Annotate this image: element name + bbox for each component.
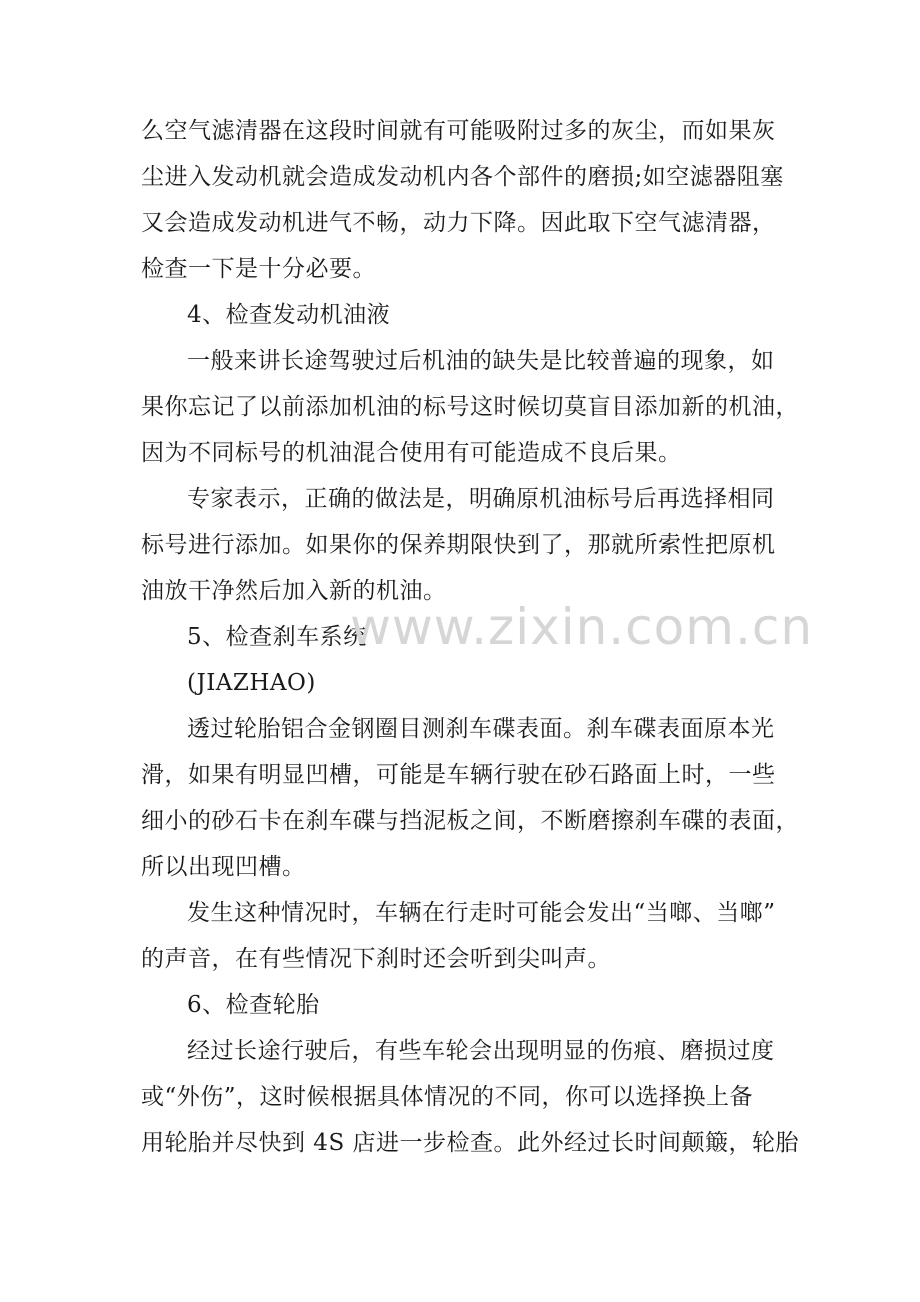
text-line: 滑，如果有明显凹槽，可能是车辆行驶在砂石路面上时，一些 <box>141 762 776 788</box>
text-line: 一般来讲长途驾驶过后机油的缺失是比较普遍的现象，如 <box>187 348 775 374</box>
text-line: 的声音，在有些情况下刹时还会听到尖叫声。 <box>141 946 611 972</box>
text-line: 标号进行添加。如果你的保养期限快到了，那就所索性把原机 <box>141 532 776 558</box>
text-line: 因为不同标号的机油混合使用有可能造成不良后果。 <box>141 440 682 466</box>
text-line: 细小的砂石卡在刹车碟与挡泥板之间，不断磨擦刹车碟的表面， <box>141 808 799 834</box>
text-line: 发生这种情况时，车辆在行走时可能会发出“当啷、当啷” <box>187 900 776 926</box>
text-line: 或“外伤”，这时候根据具体情况的不同，你可以选择换上备 <box>141 1084 754 1110</box>
text-line: 检查一下是十分必要。 <box>141 256 376 282</box>
text-line: 用轮胎并尽快到 4S 店进一步检查。此外经过长时间颠簸，轮胎 <box>141 1130 800 1156</box>
text-line: 4、检查发动机油液 <box>187 302 391 328</box>
text-line: 果你忘记了以前添加机油的标号这时候切莫盲目添加新的机油， <box>141 394 799 420</box>
text-line: 么空气滤清器在这段时间就有可能吸附过多的灰尘，而如果灰 <box>141 118 776 144</box>
text-line: 6、检查轮胎 <box>187 992 320 1018</box>
text-line: 5、检查刹车系统 <box>187 624 367 650</box>
text-line: 专家表示，正确的做法是，明确原机油标号后再选择相同 <box>187 486 775 512</box>
text-line: 所以出现凹槽。 <box>141 854 306 880</box>
watermark: www.zixin.com.cn <box>350 598 814 656</box>
text-line: 尘进入发动机就会造成发动机内各个部件的磨损;如空滤器阻塞 <box>141 164 784 190</box>
text-line: (JIAZHAO) <box>187 670 316 696</box>
text-line: 又会造成发动机进气不畅，动力下降。因此取下空气滤清器， <box>141 210 776 236</box>
document-body <box>141 108 800 1166</box>
text-line: 经过长途行驶后，有些车轮会出现明显的伤痕、磨损过度 <box>187 1038 775 1064</box>
text-line: 透过轮胎铝合金钢圈目测刹车碟表面。刹车碟表面原本光 <box>187 716 775 742</box>
text-line: 油放干净然后加入新的机油。 <box>141 578 447 604</box>
